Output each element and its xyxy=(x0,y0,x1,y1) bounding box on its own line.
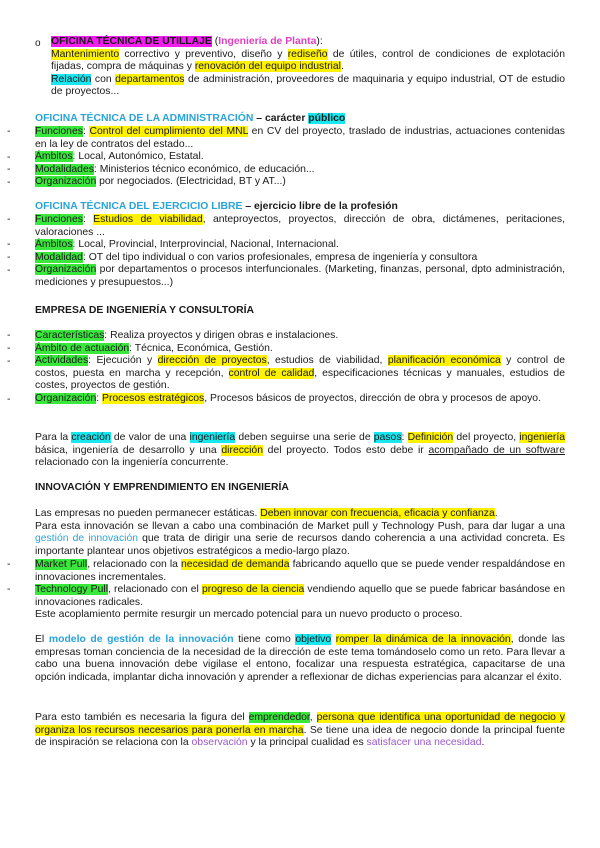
innovacion-heading: INNOVACIÓN Y EMPRENDIMIENTO EN INGENIERÍA xyxy=(35,482,289,493)
dash-bullet: - xyxy=(7,177,11,188)
list-item: Actividades: Ejecución y dirección de proyectos, estudios de viabilidad, planificación económica y control de costos, puesta en marcha y recepción, control de calidad, especificaciones técnicas y manuales, estudios de costes, proyectos de gestión. xyxy=(35,355,566,392)
list-item: Ámbitos: Local, Autonómico, Estatal. xyxy=(35,151,204,163)
ejercicio-libre-list xyxy=(35,214,565,290)
list-item: Ámbito de actuación: Técnica, Económica, Gestión. xyxy=(35,342,273,354)
list-item: Modalidades: Ministerios técnico económico, de educación... xyxy=(35,163,315,175)
pull-list xyxy=(35,559,565,622)
dash-bullet: - xyxy=(7,214,11,225)
utillaje-heading: OFICINA TÉCNICA DE UTILLAJE (Ingeniería de Planta): xyxy=(51,36,323,47)
dash-bullet: - xyxy=(7,152,11,163)
ingenieria-pasos-paragraph: Para la creación de valor de una ingeniería deben seguirse una serie de pasos: Definición del proyecto, ingeniería básica, ingeniería de desarrollo y una dirección del proyecto. Todos esto debe ir acompañado de un software relacionado con la ingeniería concurrente. xyxy=(35,432,565,469)
dash-bullet: - xyxy=(7,559,11,570)
innovacion-p1: Las empresas no pueden permanecer estáticas. Deben innovar con frecuencia, eficacia y confianza. xyxy=(35,508,498,519)
list-item: Market Pull, relacionado con la necesidad de demanda fabricando aquello que se puede vender respaldándose en innovaciones incrementales. xyxy=(35,559,565,583)
ejercicio-libre-heading: OFICINA TÉCNICA DEL EJERCICIO LIBRE – ejercicio libre de la profesión xyxy=(35,201,398,212)
dash-bullet: - xyxy=(7,330,11,341)
innovacion-p3: Este acoplamiento permite resurgir un mercado potencial para un nuevo producto o proceso. xyxy=(35,609,463,621)
utillaje-relacion: Relación con departamentos de administración, proveedores de maquinaria y equipo industrial, OT de estudio de proyectos... xyxy=(51,73,565,98)
list-item: Organización por departamentos o procesos interfuncionales. (Marketing, finanzas, personal, dpto administración, mediciones y presupuestos...) xyxy=(35,264,565,288)
list-item: Organización por negociados. (Electricidad, BT y AT...) xyxy=(35,176,286,188)
emprendedor-paragraph: Para esto también es necesaria la figura del emprendedor, persona que identifica una oportunidad de negocio y organiza los recursos necesarios para ponerla en marcha. Se tiene una idea de negocio donde la principal fuente de inspiración se relaciona con la observación y la principal cualidad es satisfacer una necesidad. xyxy=(35,712,565,749)
modelo-gestion-paragraph: El modelo de gestión de la innovación tiene como objetivo romper la dinámica de la innovación, donde las empresas toman conciencia de la necesidad de la dirección de este tema tomándoselo como un reto. Para llevar a cabo una buena innovación debe vigilase el entono, focalizar una respuesta estratégica, capacitarse de una opción indicada, implantar dicha innovación y aprender a reflexionar de dichas experiencias para alcanzar el éxito. xyxy=(35,634,565,683)
empresa-heading: EMPRESA DE INGENIERÍA Y CONSULTORÍA xyxy=(35,305,255,316)
dash-bullet: - xyxy=(7,126,11,137)
list-item: Ámbitos: Local, Provincial, Interprovincial, Nacional, Internacional. xyxy=(35,239,339,251)
list-item: Características: Realiza proyectos y dirigen obras e instalaciones. xyxy=(35,330,339,341)
dash-bullet: - xyxy=(7,584,11,595)
administracion-list xyxy=(35,126,565,189)
list-item: Funciones: Control del cumplimiento del MNL en CV del proyecto, traslado de industrias, actuaciones contenidas en la ley de contratos del estado... xyxy=(35,126,565,150)
dash-bullet: - xyxy=(7,239,11,250)
dash-bullet: - xyxy=(7,265,11,276)
dash-bullet: - xyxy=(7,394,11,405)
list-item: Modalidad: OT del tipo individual o con varios profesionales, empresa de ingeniería y consultora xyxy=(35,251,478,263)
innovacion-p2: Para esta innovación se llevan a cabo una combinación de Market pull y Technology Push, para dar lugar a una gestión de innovación que trata de dirigir una serie de recursos dando coherencia a una actividad concreta. Es importante plantear unos objetivos estratégicos a medio-largo plazo. xyxy=(35,520,565,557)
dash-bullet: - xyxy=(7,343,11,354)
list-item: Technology Pull, relacionado con el progreso de la ciencia vendiendo aquello que se puede fabricar basándose en innovaciones radicales. xyxy=(35,584,565,608)
administracion-heading: OFICINA TÉCNICA DE LA ADMINISTRACIÓN – carácter público xyxy=(35,113,346,124)
list-item: Funciones: Estudios de viabilidad, anteproyectos, proyectos, dirección de obra, dictámenes, peritaciones, valoraciones ... xyxy=(35,214,565,238)
dash-bullet: - xyxy=(7,356,11,367)
list-item: Organización: Procesos estratégicos, Procesos básicos de proyectos, dirección de obra y procesos de apoyo. xyxy=(35,392,541,404)
dash-bullet: - xyxy=(7,252,11,263)
section-utillaje xyxy=(51,36,565,99)
empresa-list xyxy=(35,330,565,406)
innovacion-intro xyxy=(35,508,565,558)
utillaje-mantenimiento: Mantenimiento correctivo y preventivo, diseño y rediseño de útiles, control de condiciones de explotación fijadas, compra de máquinas y renovación del equipo industrial. xyxy=(51,48,565,73)
dash-bullet: - xyxy=(7,164,11,175)
circle-bullet: o xyxy=(35,38,41,49)
